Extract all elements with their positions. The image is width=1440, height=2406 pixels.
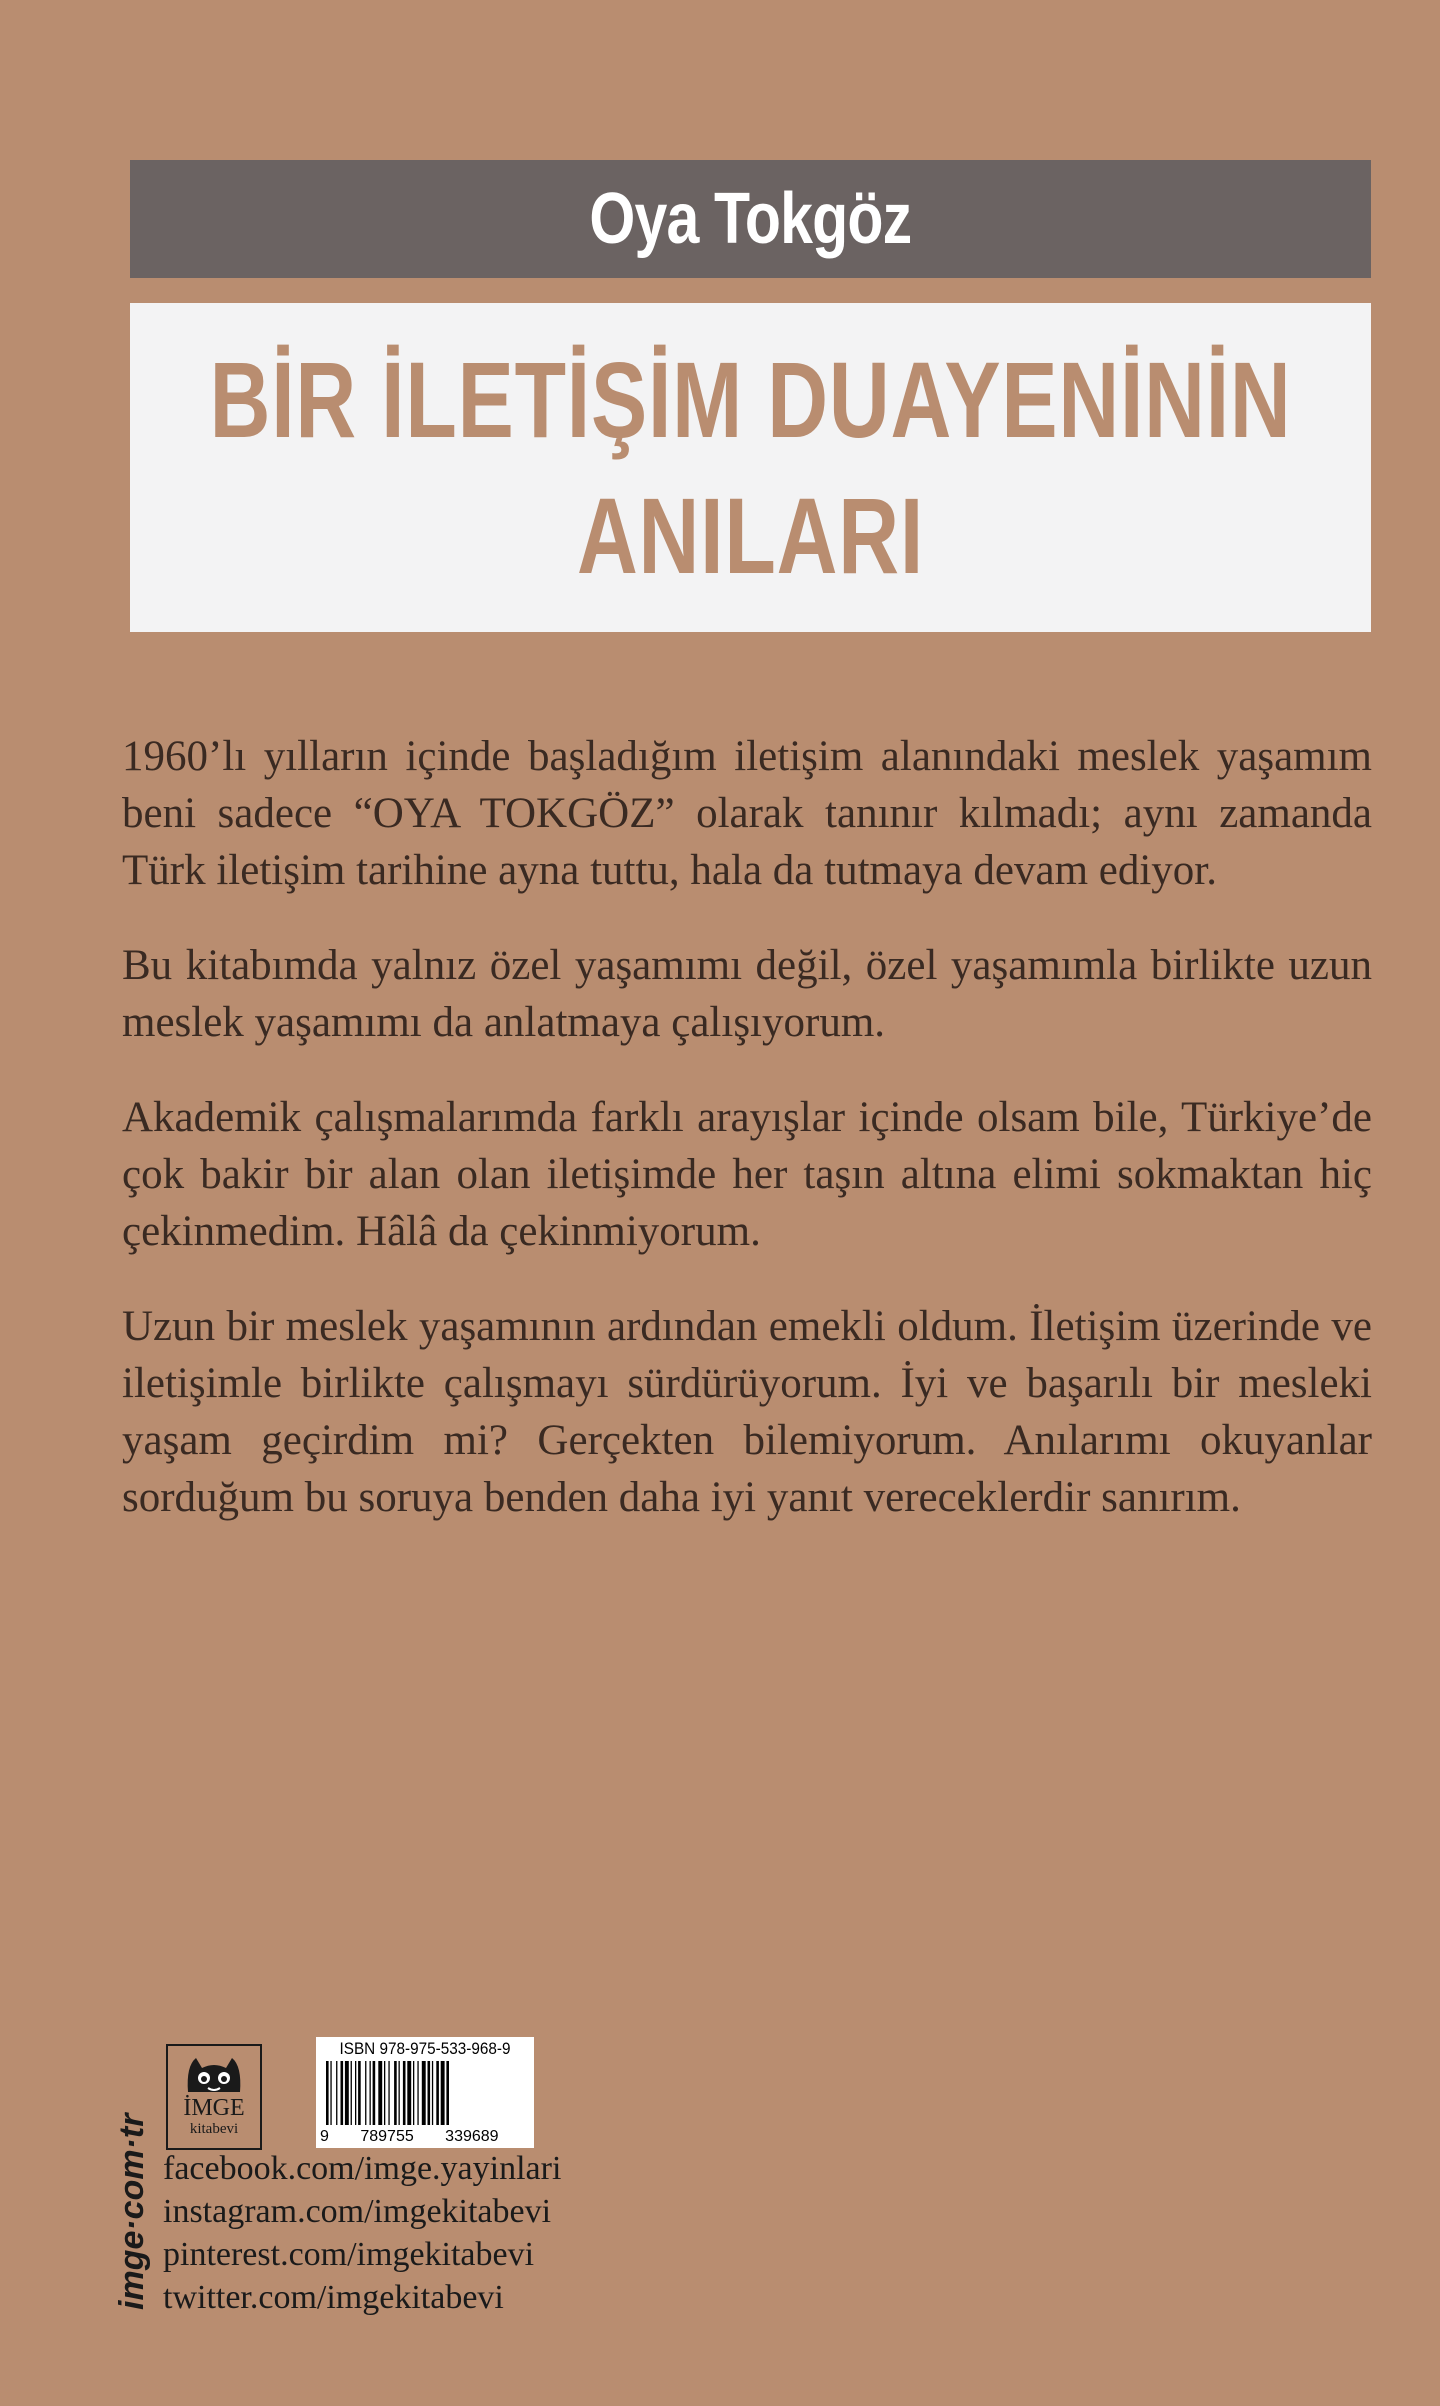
author-bar <box>130 160 1371 278</box>
book-title-line-1: BİR İLETİŞİM DUAYENİNİN <box>209 338 1292 460</box>
barcode-digit-first: 9 <box>320 2128 329 2145</box>
publisher-logo-name: İMGE <box>183 2095 245 2121</box>
publisher-website-vertical: imge·com·tr <box>113 2113 151 2310</box>
publisher-logo <box>166 2044 262 2150</box>
barcode-bars <box>324 2061 526 2125</box>
social-link-instagram[interactable]: instagram.com/imgekitabevi <box>163 2193 552 2230</box>
barcode-digit-group-2: 339689 <box>445 2128 499 2145</box>
blurb-paragraph: Akademik çalışmalarımda farklı arayışlar içinde olsam bile, Türkiye’de çok bakir bir alan olan iletişimde her taşın altına elimi sokmaktan hiç çekinmedim. Hâlâ da çekinmiyorum. <box>122 1094 1372 1255</box>
publisher-logo-subtitle: kitabevi <box>189 2121 239 2137</box>
blurb-paragraph: 1960’lı yılların içinde başladığım iletişim alanındaki meslek yaşamım beni sadece “OYA TOKGÖZ” olarak tanınır kılmadı; aynı zamanda Türk iletişim tarihine ayna tuttu, hala da tutmaya devam ediyor. <box>122 733 1372 894</box>
isbn-barcode <box>316 2037 534 2148</box>
social-link-facebook[interactable]: facebook.com/imge.yayinlari <box>163 2150 562 2187</box>
isbn-label: ISBN 978-975-533-968-9 <box>339 2039 511 2058</box>
book-title-line-2: ANILARI <box>576 474 925 596</box>
back-cover-blurb <box>122 728 1372 1564</box>
blurb-paragraph: Uzun bir meslek yaşamının ardından emekli oldum. İletişim üzerinde ve iletişimle birlikte çalışmayı sürdürüyorum. İyi ve başarılı bir mesleki yaşam geçirdim mi? Gerçekten bilemiyorum. Anılarımı okuyanlar sorduğum bu soruya benden daha iyi yanıt vereceklerdir sanırım. <box>122 1303 1372 1521</box>
book-title-box <box>130 303 1371 632</box>
social-link-twitter[interactable]: twitter.com/imgekitabevi <box>163 2279 504 2316</box>
blurb-paragraph: Bu kitabımda yalnız özel yaşamımı değil, özel yaşamımla birlikte uzun meslek yaşamımı da anlatmaya çalışıyorum. <box>122 942 1372 1046</box>
author-name: Oya Tokgöz <box>589 179 912 259</box>
barcode-digit-group-1: 789755 <box>360 2128 414 2145</box>
social-link-pinterest[interactable]: pinterest.com/imgekitabevi <box>163 2236 535 2273</box>
barcode-digits <box>320 2128 530 2146</box>
cat-icon <box>182 2052 246 2096</box>
social-links <box>163 2147 561 2319</box>
